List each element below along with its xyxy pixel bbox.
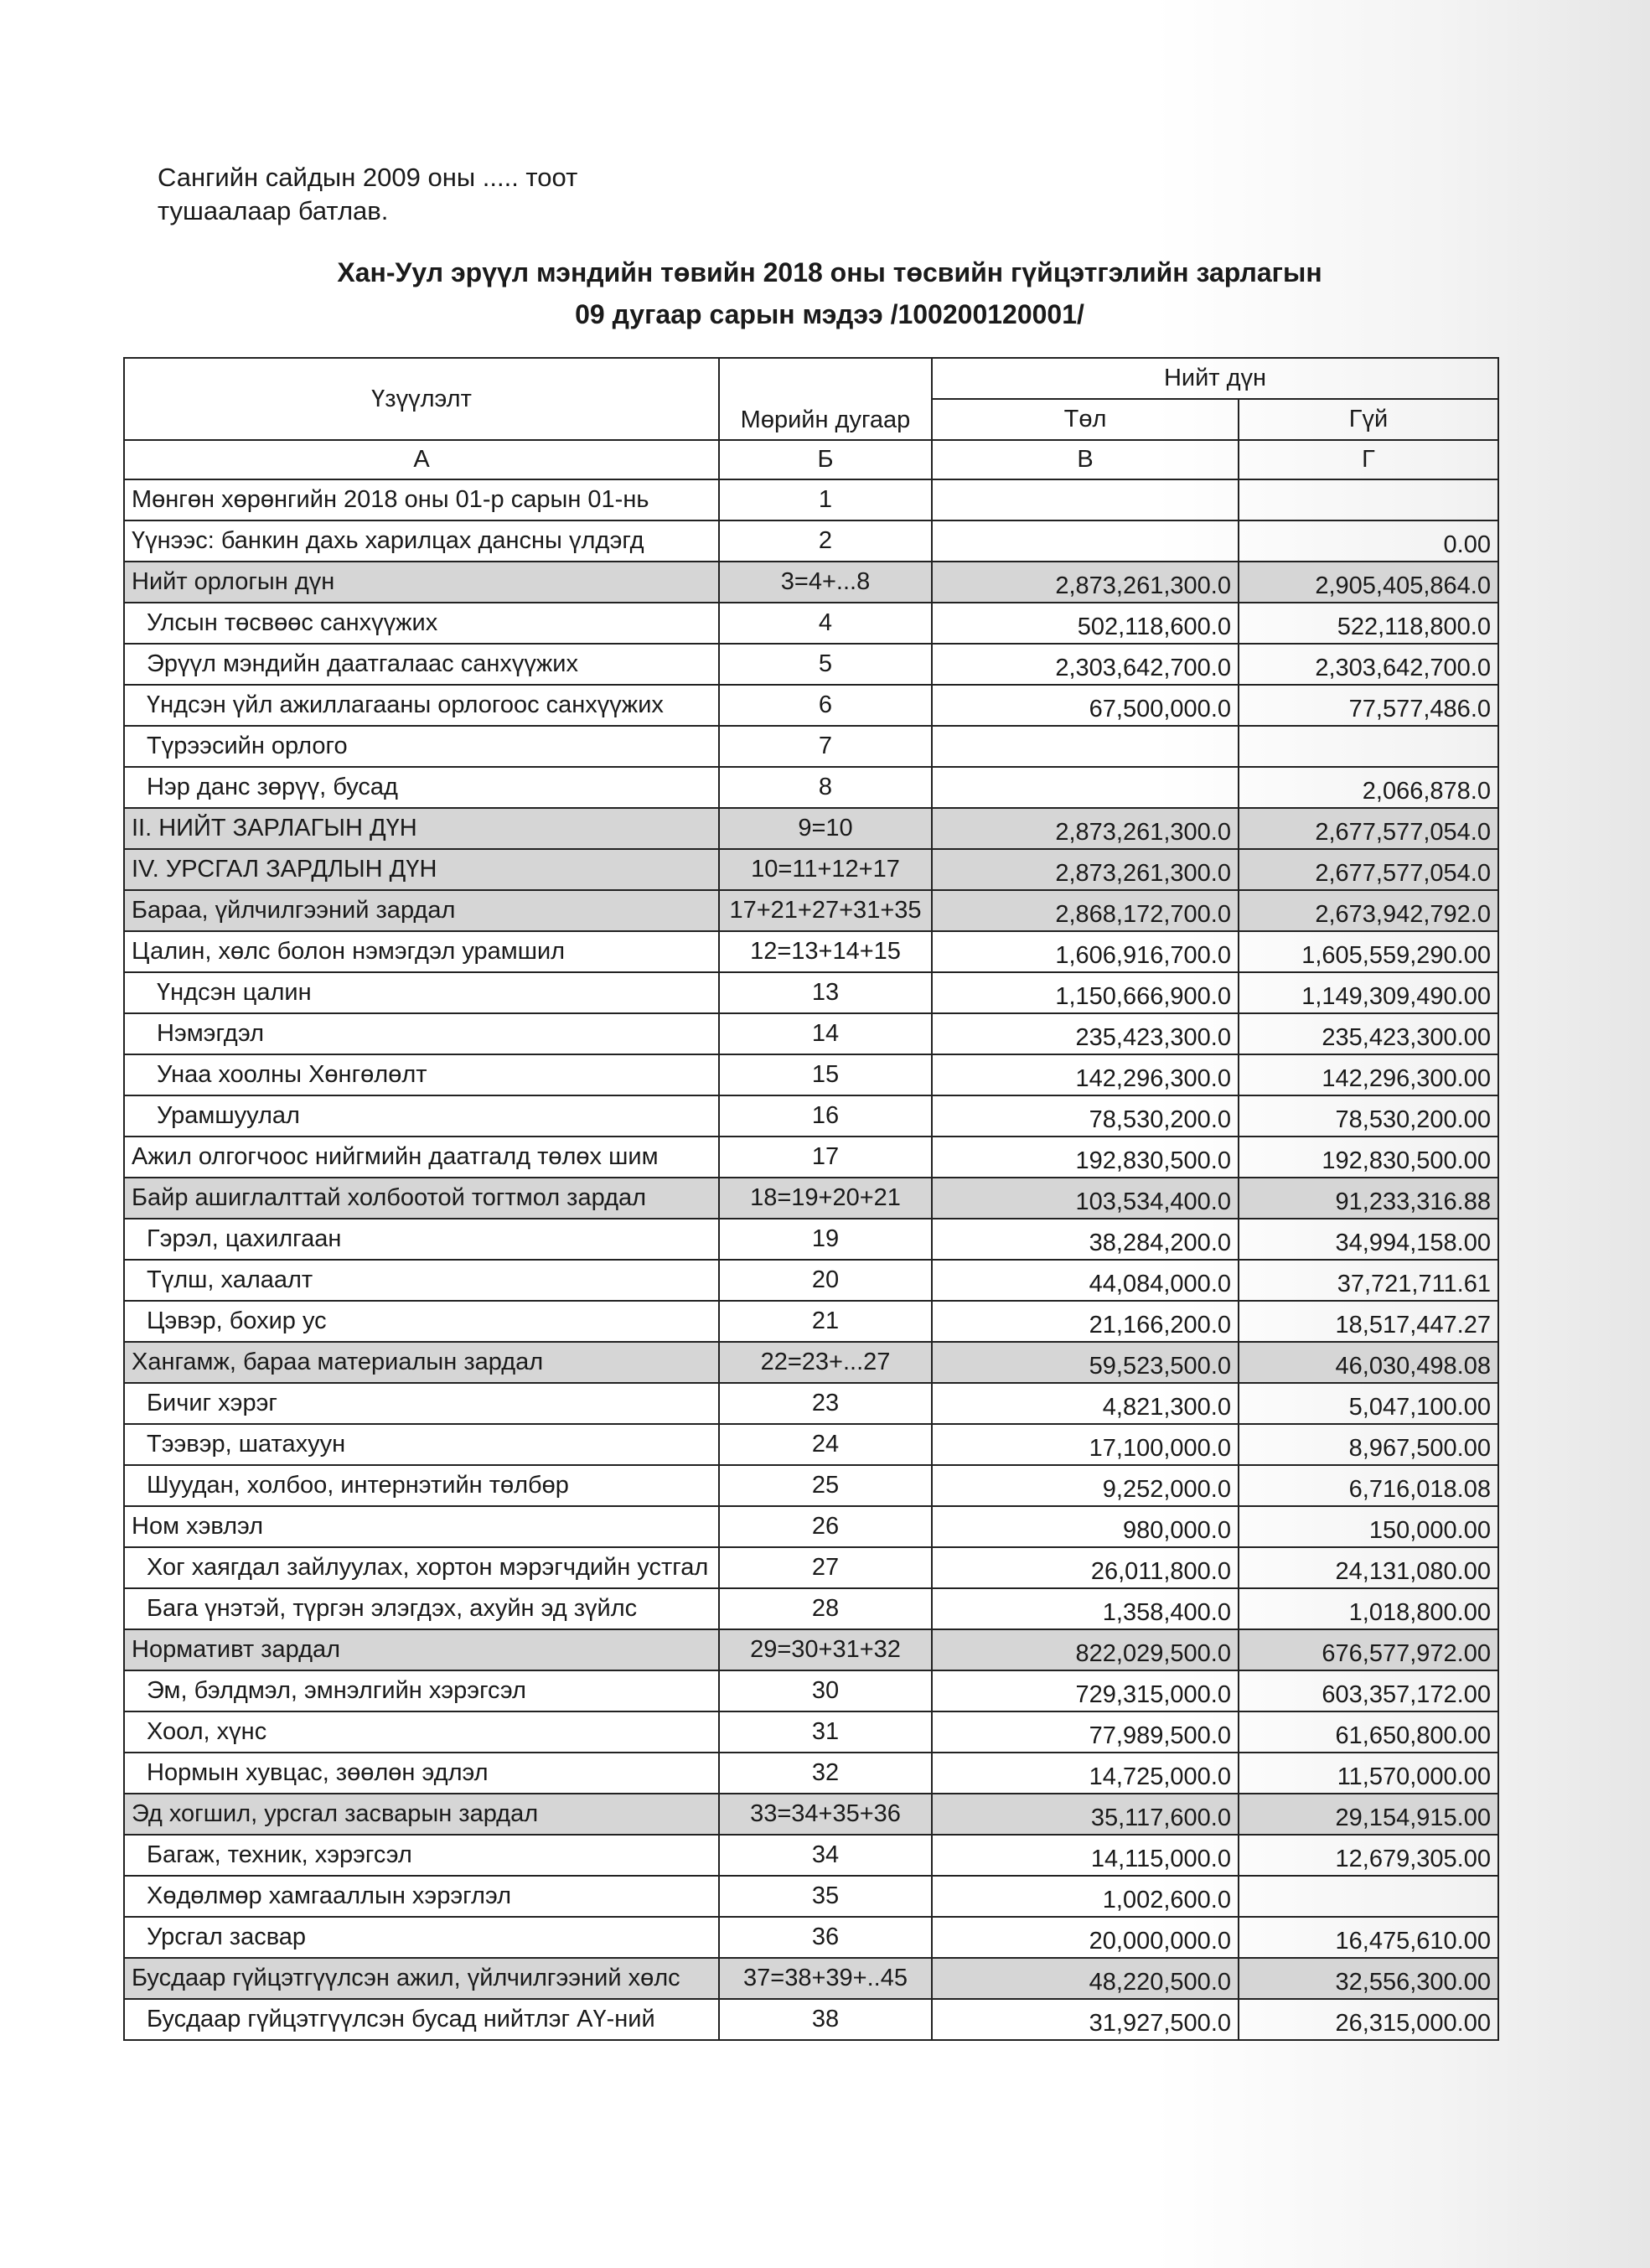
table-row xyxy=(124,479,1498,520)
approval-note xyxy=(158,161,577,228)
row-name: Үндсэн үйл ажиллагааны орлогоос санхүүжих xyxy=(124,685,719,726)
row-plan-value xyxy=(932,479,1239,520)
table-body xyxy=(124,479,1498,2040)
row-actual-value: 192,830,500.00 xyxy=(1239,1137,1498,1178)
row-name: Шуудан, холбоо, интернэтийн төлбөр xyxy=(124,1465,719,1506)
row-code: 23 xyxy=(719,1383,932,1424)
row-name: Унаа хоолны Хөнгөлөлт xyxy=(124,1054,719,1095)
row-plan-value: 78,530,200.0 xyxy=(932,1095,1239,1137)
row-actual-value: 1,149,309,490.00 xyxy=(1239,972,1498,1013)
table-row xyxy=(124,1260,1498,1301)
row-name: Бага үнэтэй, түргэн элэгдэх, ахуйн эд зүйлс xyxy=(124,1588,719,1629)
table-row xyxy=(124,1835,1498,1876)
row-name: Улсын төсвөөс санхүүжих xyxy=(124,603,719,644)
row-name: IV. УРСГАЛ ЗАРДЛЫН ДҮН xyxy=(124,849,719,890)
table-row xyxy=(124,1137,1498,1178)
row-name: Цалин, хөлс болон нэмэгдэл урамшил xyxy=(124,931,719,972)
report-title-line-1: Хан-Уул эрүүл мэндийн төвийн 2018 оны төсвийн гүйцэтгэлийн зарлагын xyxy=(337,257,1322,287)
row-actual-value: 18,517,447.27 xyxy=(1239,1301,1498,1342)
table-row xyxy=(124,767,1498,808)
row-code: 34 xyxy=(719,1835,932,1876)
row-name: Хөдөлмөр хамгааллын хэрэглэл xyxy=(124,1876,719,1917)
table-row xyxy=(124,1588,1498,1629)
row-actual-value: 1,018,800.00 xyxy=(1239,1588,1498,1629)
row-plan-value: 980,000.0 xyxy=(932,1506,1239,1547)
row-code: 36 xyxy=(719,1917,932,1958)
row-code: 1 xyxy=(719,479,932,520)
table-row xyxy=(124,890,1498,931)
row-name: Мөнгөн хөрөнгийн 2018 оны 01-р сарын 01-нь xyxy=(124,479,719,520)
table-row xyxy=(124,1383,1498,1424)
row-name: Урсгал засвар xyxy=(124,1917,719,1958)
header-letter-g: Г xyxy=(1239,440,1498,479)
row-plan-value: 822,029,500.0 xyxy=(932,1629,1239,1670)
header-plan: Төл xyxy=(932,399,1239,440)
row-code: 27 xyxy=(719,1547,932,1588)
row-actual-value: 37,721,711.61 xyxy=(1239,1260,1498,1301)
table-row xyxy=(124,1876,1498,1917)
row-code: 16 xyxy=(719,1095,932,1137)
table-row xyxy=(124,1095,1498,1137)
row-actual-value: 2,303,642,700.0 xyxy=(1239,644,1498,685)
row-plan-value: 59,523,500.0 xyxy=(932,1342,1239,1383)
row-actual-value: 603,357,172.00 xyxy=(1239,1670,1498,1711)
row-plan-value: 2,873,261,300.0 xyxy=(932,808,1239,849)
row-plan-value: 142,296,300.0 xyxy=(932,1054,1239,1095)
row-name: Нэмэгдэл xyxy=(124,1013,719,1054)
row-code: 17 xyxy=(719,1137,932,1178)
row-plan-value: 192,830,500.0 xyxy=(932,1137,1239,1178)
table-row xyxy=(124,808,1498,849)
row-plan-value: 77,989,500.0 xyxy=(932,1711,1239,1753)
row-name: Нийт орлогын дүн xyxy=(124,562,719,603)
row-code: 3=4+...8 xyxy=(719,562,932,603)
table-row xyxy=(124,1711,1498,1753)
row-code: 17+21+27+31+35 xyxy=(719,890,932,931)
report-table-wrap xyxy=(123,357,1499,2041)
table-row xyxy=(124,1013,1498,1054)
row-actual-value: 91,233,316.88 xyxy=(1239,1178,1498,1219)
row-plan-value: 20,000,000.0 xyxy=(932,1917,1239,1958)
row-actual-value: 46,030,498.08 xyxy=(1239,1342,1498,1383)
row-name: Урамшуулал xyxy=(124,1095,719,1137)
row-name: Ном хэвлэл xyxy=(124,1506,719,1547)
row-code: 32 xyxy=(719,1753,932,1794)
row-plan-value: 2,303,642,700.0 xyxy=(932,644,1239,685)
table-row xyxy=(124,1629,1498,1670)
row-actual-value: 0.00 xyxy=(1239,520,1498,562)
row-plan-value: 14,725,000.0 xyxy=(932,1753,1239,1794)
table-row xyxy=(124,972,1498,1013)
table-row xyxy=(124,685,1498,726)
row-code: 26 xyxy=(719,1506,932,1547)
row-plan-value: 31,927,500.0 xyxy=(932,1999,1239,2040)
table-row xyxy=(124,1917,1498,1958)
header-code: Мөрийн дугаар xyxy=(719,358,932,440)
row-plan-value: 502,118,600.0 xyxy=(932,603,1239,644)
row-code: 2 xyxy=(719,520,932,562)
row-actual-value: 150,000.00 xyxy=(1239,1506,1498,1547)
row-actual-value: 26,315,000.00 xyxy=(1239,1999,1498,2040)
row-name: Үндсэн цалин xyxy=(124,972,719,1013)
table-row xyxy=(124,1794,1498,1835)
row-code: 15 xyxy=(719,1054,932,1095)
row-actual-value: 12,679,305.00 xyxy=(1239,1835,1498,1876)
row-name: Тээвэр, шатахуун xyxy=(124,1424,719,1465)
row-plan-value: 38,284,200.0 xyxy=(932,1219,1239,1260)
row-plan-value: 67,500,000.0 xyxy=(932,685,1239,726)
row-code: 22=23+...27 xyxy=(719,1342,932,1383)
table-row xyxy=(124,603,1498,644)
row-name: Эрүүл мэндийн даатгалаас санхүүжих xyxy=(124,644,719,685)
row-plan-value: 44,084,000.0 xyxy=(932,1260,1239,1301)
row-name: Ажил олгогчоос нийгмийн даатгалд төлөх шим xyxy=(124,1137,719,1178)
row-actual-value: 61,650,800.00 xyxy=(1239,1711,1498,1753)
row-name: Хог хаягдал зайлуулах, хортон мэрэгчдийн устгал xyxy=(124,1547,719,1588)
row-name: Эм, бэлдмэл, эмнэлгийн хэрэгсэл xyxy=(124,1670,719,1711)
row-actual-value xyxy=(1239,479,1498,520)
row-plan-value xyxy=(932,520,1239,562)
row-plan-value: 17,100,000.0 xyxy=(932,1424,1239,1465)
row-name: Цэвэр, бохир ус xyxy=(124,1301,719,1342)
table-row xyxy=(124,520,1498,562)
row-name: Нормын хувцас, зөөлөн эдлэл xyxy=(124,1753,719,1794)
row-actual-value: 2,673,942,792.0 xyxy=(1239,890,1498,931)
row-actual-value: 32,556,300.00 xyxy=(1239,1958,1498,1999)
row-actual-value: 78,530,200.00 xyxy=(1239,1095,1498,1137)
table-row xyxy=(124,726,1498,767)
row-name: II. НИЙТ ЗАРЛАГЫН ДҮН xyxy=(124,808,719,849)
row-actual-value xyxy=(1239,726,1498,767)
table-row xyxy=(124,1670,1498,1711)
table-row xyxy=(124,1342,1498,1383)
row-plan-value xyxy=(932,767,1239,808)
report-table xyxy=(123,357,1499,2041)
table-row xyxy=(124,1753,1498,1794)
row-actual-value: 522,118,800.0 xyxy=(1239,603,1498,644)
row-plan-value: 21,166,200.0 xyxy=(932,1301,1239,1342)
table-row xyxy=(124,1506,1498,1547)
row-code: 5 xyxy=(719,644,932,685)
row-code: 38 xyxy=(719,1999,932,2040)
row-code: 6 xyxy=(719,685,932,726)
row-code: 20 xyxy=(719,1260,932,1301)
table-row xyxy=(124,1424,1498,1465)
approval-line-1: Сангийн сайдын 2009 оны ..... тоот xyxy=(158,163,578,192)
row-actual-value: 235,423,300.00 xyxy=(1239,1013,1498,1054)
row-actual-value: 1,605,559,290.00 xyxy=(1239,931,1498,972)
row-plan-value xyxy=(932,726,1239,767)
table-row xyxy=(124,931,1498,972)
row-plan-value: 26,011,800.0 xyxy=(932,1547,1239,1588)
row-name: Гэрэл, цахилгаан xyxy=(124,1219,719,1260)
row-actual-value: 77,577,486.0 xyxy=(1239,685,1498,726)
row-actual-value: 676,577,972.00 xyxy=(1239,1629,1498,1670)
row-name: Эд хогшил, урсгал засварын зардал xyxy=(124,1794,719,1835)
row-name: Үүнээс: банкин дахь харилцах дансны үлдэгд xyxy=(124,520,719,562)
row-actual-value: 2,905,405,864.0 xyxy=(1239,562,1498,603)
row-plan-value: 2,873,261,300.0 xyxy=(932,562,1239,603)
table-row xyxy=(124,644,1498,685)
header-letter-a: А xyxy=(124,440,719,479)
row-plan-value: 1,002,600.0 xyxy=(932,1876,1239,1917)
row-plan-value: 103,534,400.0 xyxy=(932,1178,1239,1219)
row-name: Нэр данс зөрүү, бусад xyxy=(124,767,719,808)
row-code: 10=11+12+17 xyxy=(719,849,932,890)
report-title xyxy=(251,251,1408,335)
table-row xyxy=(124,562,1498,603)
row-actual-value: 6,716,018.08 xyxy=(1239,1465,1498,1506)
table-row xyxy=(124,1958,1498,1999)
header-total: Нийт дүн xyxy=(932,358,1498,399)
row-code: 18=19+20+21 xyxy=(719,1178,932,1219)
row-actual-value: 24,131,080.00 xyxy=(1239,1547,1498,1588)
row-name: Нормативт зардал xyxy=(124,1629,719,1670)
row-code: 13 xyxy=(719,972,932,1013)
row-plan-value: 2,873,261,300.0 xyxy=(932,849,1239,890)
row-code: 21 xyxy=(719,1301,932,1342)
header-row-1 xyxy=(124,358,1498,399)
table-row xyxy=(124,1547,1498,1588)
row-name: Бараа, үйлчилгээний зардал xyxy=(124,890,719,931)
row-actual-value xyxy=(1239,1876,1498,1917)
header-letters-row xyxy=(124,440,1498,479)
table-row xyxy=(124,1178,1498,1219)
row-code: 29=30+31+32 xyxy=(719,1629,932,1670)
row-code: 33=34+35+36 xyxy=(719,1794,932,1835)
row-code: 30 xyxy=(719,1670,932,1711)
row-actual-value: 2,066,878.0 xyxy=(1239,767,1498,808)
row-actual-value: 34,994,158.00 xyxy=(1239,1219,1498,1260)
row-actual-value: 5,047,100.00 xyxy=(1239,1383,1498,1424)
row-plan-value: 729,315,000.0 xyxy=(932,1670,1239,1711)
row-name: Бусдаар гүйцэтгүүлсэн бусад нийтлэг АҮ-ний xyxy=(124,1999,719,2040)
header-actual: Гүй xyxy=(1239,399,1498,440)
header-letter-v: В xyxy=(932,440,1239,479)
header-letter-b: Б xyxy=(719,440,932,479)
row-name: Хангамж, бараа материалын зардал xyxy=(124,1342,719,1383)
row-code: 35 xyxy=(719,1876,932,1917)
row-plan-value: 4,821,300.0 xyxy=(932,1383,1239,1424)
row-plan-value: 235,423,300.0 xyxy=(932,1013,1239,1054)
header-name: Үзүүлэлт xyxy=(124,358,719,440)
row-actual-value: 11,570,000.00 xyxy=(1239,1753,1498,1794)
table-row xyxy=(124,1301,1498,1342)
row-plan-value: 48,220,500.0 xyxy=(932,1958,1239,1999)
row-actual-value: 29,154,915.00 xyxy=(1239,1794,1498,1835)
row-code: 9=10 xyxy=(719,808,932,849)
row-code: 25 xyxy=(719,1465,932,1506)
table-row xyxy=(124,1219,1498,1260)
row-actual-value: 2,677,577,054.0 xyxy=(1239,808,1498,849)
row-actual-value: 8,967,500.00 xyxy=(1239,1424,1498,1465)
row-code: 14 xyxy=(719,1013,932,1054)
row-plan-value: 14,115,000.0 xyxy=(932,1835,1239,1876)
row-code: 7 xyxy=(719,726,932,767)
row-actual-value: 142,296,300.00 xyxy=(1239,1054,1498,1095)
row-actual-value: 2,677,577,054.0 xyxy=(1239,849,1498,890)
row-code: 31 xyxy=(719,1711,932,1753)
row-code: 4 xyxy=(719,603,932,644)
approval-line-2: тушаалаар батлав. xyxy=(158,196,389,225)
row-plan-value: 1,150,666,900.0 xyxy=(932,972,1239,1013)
row-code: 37=38+39+..45 xyxy=(719,1958,932,1999)
row-name: Бусдаар гүйцэтгүүлсэн ажил, үйлчилгээний хөлс xyxy=(124,1958,719,1999)
row-name: Байр ашиглалттай холбоотой тогтмол зардал xyxy=(124,1178,719,1219)
table-row xyxy=(124,1465,1498,1506)
row-code: 24 xyxy=(719,1424,932,1465)
row-actual-value: 16,475,610.00 xyxy=(1239,1917,1498,1958)
row-plan-value: 9,252,000.0 xyxy=(932,1465,1239,1506)
row-plan-value: 2,868,172,700.0 xyxy=(932,890,1239,931)
row-name: Багаж, техник, хэрэгсэл xyxy=(124,1835,719,1876)
row-code: 19 xyxy=(719,1219,932,1260)
report-title-line-2: 09 дугаар сарын мэдээ /100200120001/ xyxy=(575,299,1084,329)
row-name: Бичиг хэрэг xyxy=(124,1383,719,1424)
row-name: Түлш, халаалт xyxy=(124,1260,719,1301)
row-name: Түрээсийн орлого xyxy=(124,726,719,767)
row-name: Хоол, хүнс xyxy=(124,1711,719,1753)
row-plan-value: 1,606,916,700.0 xyxy=(932,931,1239,972)
row-plan-value: 1,358,400.0 xyxy=(932,1588,1239,1629)
row-code: 8 xyxy=(719,767,932,808)
table-row xyxy=(124,1054,1498,1095)
table-row xyxy=(124,1999,1498,2040)
row-code: 12=13+14+15 xyxy=(719,931,932,972)
row-plan-value: 35,117,600.0 xyxy=(932,1794,1239,1835)
row-code: 28 xyxy=(719,1588,932,1629)
table-row xyxy=(124,849,1498,890)
